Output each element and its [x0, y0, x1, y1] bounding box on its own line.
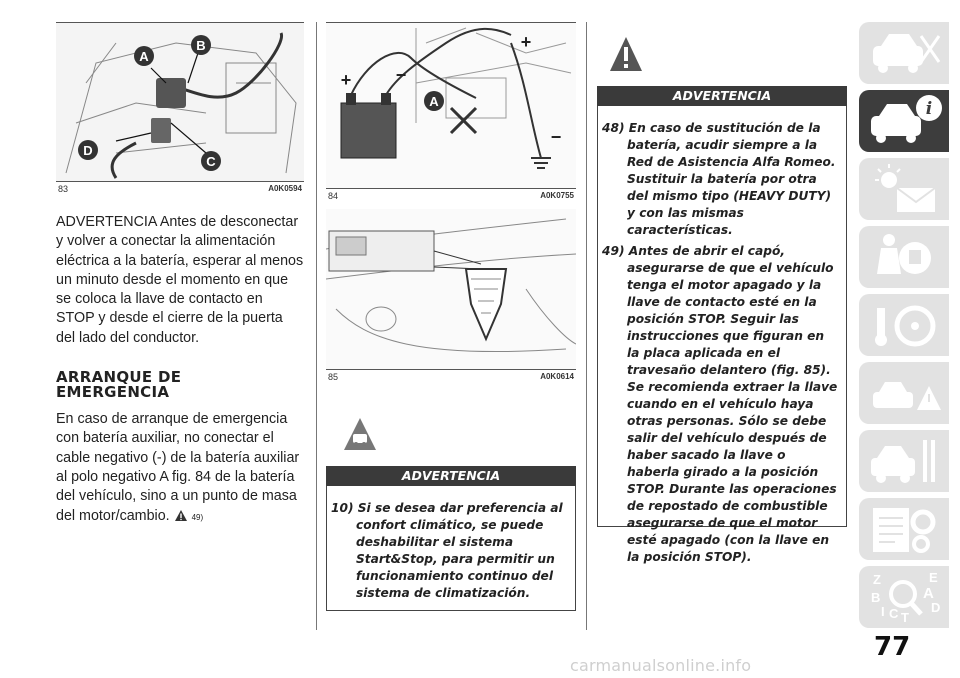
svg-text:i: i — [925, 99, 933, 119]
figure-number: 83 — [58, 184, 69, 194]
side-tab-dashboard[interactable] — [859, 158, 949, 220]
warning-item: 10) Si se desea dar preferencia al confort climático, se puede deshabilitar el sistema Start&Stop, para permitir un funcionamiento continuo del sistema de climatización. — [331, 501, 563, 600]
side-tab-maintenance[interactable] — [859, 430, 949, 492]
fig83-label-b: B — [196, 38, 206, 53]
figure-number: 84 — [328, 191, 339, 201]
fig84-minus-left: − — [395, 65, 407, 85]
figure-85 — [326, 209, 576, 369]
column-separator-2 — [586, 22, 587, 630]
page-number: 77 — [874, 632, 911, 662]
car-maintenance-icon — [859, 430, 949, 492]
fig83-label-c: C — [206, 154, 216, 169]
index-letter: E — [929, 570, 938, 585]
battery-terminal-illustration — [56, 23, 304, 181]
section-heading: ARRANQUE DE EMERGENCIA — [56, 368, 182, 402]
column-separator-1 — [316, 22, 317, 630]
index-letter: I — [881, 604, 885, 619]
dashboard-lights-icon — [859, 158, 949, 220]
jump-start-illustration — [326, 23, 576, 188]
figure-84 — [326, 23, 576, 188]
index-letter: T — [901, 610, 909, 625]
figure-code: A0K0755 — [540, 191, 574, 200]
warning-item: 49) Antes de abrir el capó, asegurarse de que el vehículo tenga el motor apagado y la llave de contacto esté en la posición STOP. Seguir las instrucciones que figuran en la placa aplicada en el travesaño delantero (fig. 85). Se recomienda extraer la llave cuando en el vehículo haya otras personas. Sólo se debe salir del vehículo después de haber sacado la llave o haberla girado a la posición STOP. Durante las operaciones de repostado de combustible asegurarse de que el motor esté apagado (con la llave en la posición STOP). — [602, 244, 838, 564]
climate-warning-icon — [342, 416, 378, 452]
side-tab-index[interactable] — [859, 566, 949, 628]
car-info-icon — [859, 22, 949, 84]
warning-item: 48) En caso de sustitución de la batería, acudir siempre a la Red de Asistencia Alfa Romeo. Sustituir la batería por otra del mismo tipo (HEAVY DUTY) y con las mismas características. — [602, 121, 836, 237]
warning-paragraph: ADVERTENCIA Antes de desconectar y volver a conectar la alimentación eléctrica a la batería, esperar al menos un minuto desde el momento en que se coloca la llave de contacto en STOP y desde el cierre de la puerta del lado del conductor. — [56, 214, 304, 346]
fig84-plus-right: + — [520, 32, 532, 52]
technical-data-icon — [859, 498, 949, 560]
safety-airbag-icon — [859, 226, 949, 288]
figure-number: 85 — [328, 372, 339, 382]
side-tab-emergency[interactable] — [859, 362, 949, 424]
fig83-label-d: D — [83, 143, 93, 158]
note-reference: 49) — [191, 512, 204, 522]
figure-83 — [56, 23, 304, 181]
side-tab-vehicle-info[interactable] — [859, 90, 949, 152]
car-info-active-icon — [859, 90, 949, 152]
figure-83-caption — [56, 181, 304, 194]
column-1 — [56, 22, 304, 528]
index-letter: Z — [873, 572, 881, 587]
index-letter: B — [871, 590, 881, 605]
fig84-minus-right: − — [550, 127, 562, 147]
warning-title-bar: ADVERTENCIA — [326, 466, 576, 486]
warning-exclamation-icon — [609, 36, 643, 72]
car-front-illustration — [326, 209, 576, 369]
figure-code: A0K0614 — [540, 372, 574, 381]
fig84-label-a: A — [429, 94, 439, 109]
warning-triangle-icon — [174, 509, 188, 528]
warning-title-bar: ADVERTENCIA — [597, 86, 847, 106]
figure-84-caption — [326, 188, 576, 201]
emergency-start-paragraph — [56, 410, 304, 528]
index-letter: D — [931, 600, 941, 615]
warning-box — [597, 106, 847, 564]
emergency-start-text: En caso de arranque de emergencia con batería auxiliar, no conectar el cable negativo (-) de la batería auxiliar al polo negativo A fig. 84 de la batería del vehículo, sino a un punto de masa del motor/cambio. — [56, 411, 300, 524]
side-tab-safety[interactable] — [859, 226, 949, 288]
index-letter: A — [923, 585, 934, 602]
column-3 — [597, 22, 847, 564]
fig83-label-a: A — [139, 49, 149, 64]
figure-code: A0K0594 — [268, 184, 302, 193]
warning-box — [326, 486, 576, 611]
emergency-car-icon — [859, 362, 949, 424]
index-search-icon — [859, 566, 949, 628]
column-2 — [326, 22, 576, 611]
footer-watermark: carmanualsonline.info — [570, 656, 752, 675]
key-steering-icon — [859, 294, 949, 356]
figure-85-caption — [326, 369, 576, 382]
side-tab-technical-data[interactable] — [859, 498, 949, 560]
side-tab-vehicle[interactable] — [859, 22, 949, 84]
side-tab-starting[interactable] — [859, 294, 949, 356]
fig84-plus-left: + — [340, 70, 352, 90]
index-letter: C — [889, 606, 899, 621]
